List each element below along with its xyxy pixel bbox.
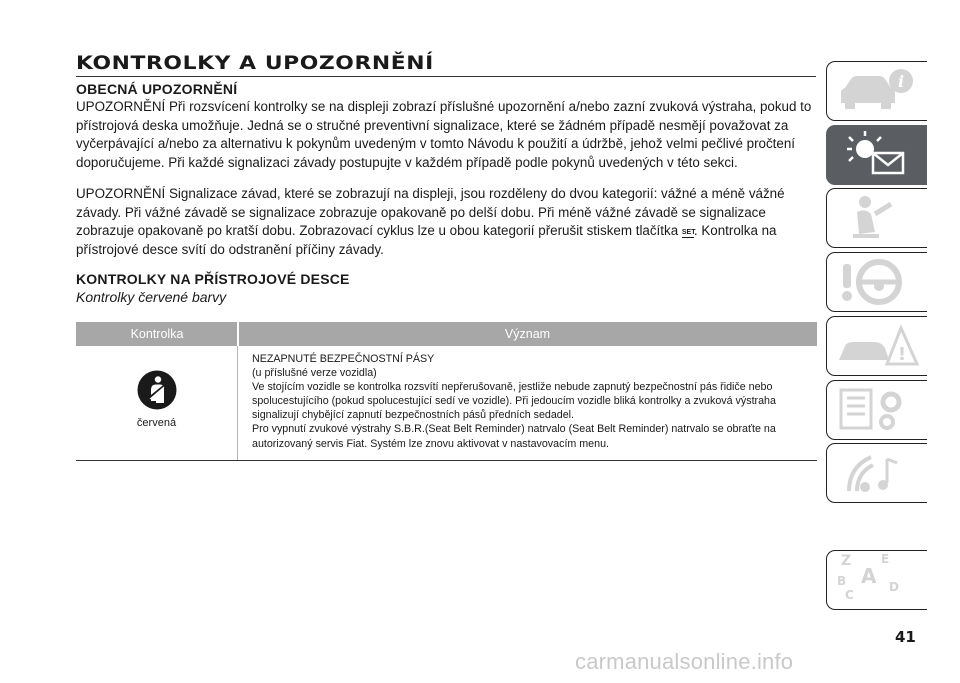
side-tab-starting-driving[interactable] (826, 252, 927, 312)
section-heading-general: OBECNÁ UPOZORNĚNÍ (76, 81, 238, 97)
maintenance-gear-icon (835, 384, 923, 436)
alphabetical-index-icon (835, 549, 923, 601)
side-tab-warning-lights[interactable] (826, 125, 927, 185)
table-bottom-rule (76, 460, 817, 461)
section-heading-dashboard-lights: KONTROLKY NA PŘÍSTROJOVÉ DESCE (76, 271, 350, 287)
paragraph-general-warnings: UPOZORNĚNÍ Při rozsvícení kontrolky se na displeji zobrazí příslušné upozornění a/nebo zazní zvuková výstraha, pokud to přístrojová deska umožňuje. Jedná se o stručné preventivní signalizace, které se žádném případě nesmějí považovat za vyčerpávající a/nebo za alternativu k pokynům uvedeným v tomto Návodu k použití a údržbě, jehož velmi pečlivé pročtení doporučujeme. Při každé signalizaci závady postupujte v každém případě podle pokynů uvedených v této sekci. (76, 99, 812, 170)
warning-light-message-icon (835, 129, 923, 181)
page-title: KONTROLKY A UPOZORNĚNÍ (76, 52, 434, 74)
meaning-text: Ve stojícím vozidle se kontrolka rozsvítí nepřerušovaně, jestliže nebude zapnutý bezpečnostní pás řidiče nebo spolucestujícího (pokud spolucestující sedí ve vozidle). Při jedoucím vozidle bliká kontrolky a zvuková výstraha signalizují chybějící zapnutí bezpečnostních pásů předních sedadel. (252, 381, 776, 422)
table-cell-meaning (252, 352, 812, 451)
subheading-red-lights: Kontrolky červené barvy (76, 289, 227, 305)
side-tab-multimedia[interactable] (826, 443, 927, 503)
meaning-subtitle: (u příslušné verze vozidla) (252, 367, 377, 380)
car-accident-icon (835, 320, 923, 372)
side-tab-maintenance[interactable] (826, 380, 927, 440)
column-header-meaning: Význam (504, 327, 551, 341)
paragraph-fault-categories (76, 185, 818, 259)
symbol-color-label: červená (136, 417, 177, 429)
svg-text:D: D (889, 580, 899, 594)
seat-airbag-icon (835, 192, 923, 244)
title-rule (76, 76, 816, 77)
watermark: carmanualsonline.info (575, 649, 794, 674)
multimedia-icon (835, 447, 923, 499)
table-column-divider (237, 346, 238, 460)
svg-text:A: A (861, 564, 877, 588)
svg-text:C: C (845, 588, 854, 601)
car-info-icon (835, 65, 923, 117)
svg-text:E: E (881, 552, 890, 566)
table-cell-symbol (76, 370, 237, 429)
meaning-title: NEZAPNUTÉ BEZPEČNOSTNÍ PÁSY (252, 353, 435, 365)
meaning-text-deactivation: Pro vypnutí zvukové výstrahy S.B.R.(Seat Belt Reminder) natrvalo (Seat Belt Reminder) natrvalo se obraťte na autorizovaný servis Fiat. Systém lze znovu aktivovat v nastavovacím menu. (252, 423, 776, 450)
svg-text:B: B (837, 574, 847, 588)
side-tab-safety[interactable] (826, 188, 927, 248)
key-steering-wheel-icon (835, 256, 923, 308)
column-header-indicator: Kontrolka (130, 327, 184, 341)
svg-text:Z: Z (841, 553, 852, 569)
table-header (76, 322, 817, 346)
svg-text:i: i (897, 72, 905, 91)
set-button-icon: SET (681, 229, 696, 237)
paragraph-text-after: . Kontrolka na přístrojové desce svítí do odstranění příčiny závady. (76, 223, 777, 257)
side-tab-emergency[interactable] (826, 316, 927, 376)
page-number: 41 (895, 628, 916, 646)
svg-text:!: ! (897, 344, 907, 365)
side-tab-car-info[interactable] (826, 61, 927, 121)
seat-belt-icon (137, 370, 177, 410)
paragraph-text-before: UPOZORNĚNÍ Signalizace závad, které se zobrazují na displeji, jsou rozděleny do dvou kategorií: vážné a méně vážné závady. Při vážné závadě se signalizace zobrazuje opakovaně po delší dobu. Při méně vážné závadě se signalizace zobrazuje opakovaně po kratší dobu. Zobrazovací cyklus lze u obou kategorií přerušit stiskem tlačítka (76, 186, 785, 239)
side-tab-index[interactable] (826, 550, 927, 610)
